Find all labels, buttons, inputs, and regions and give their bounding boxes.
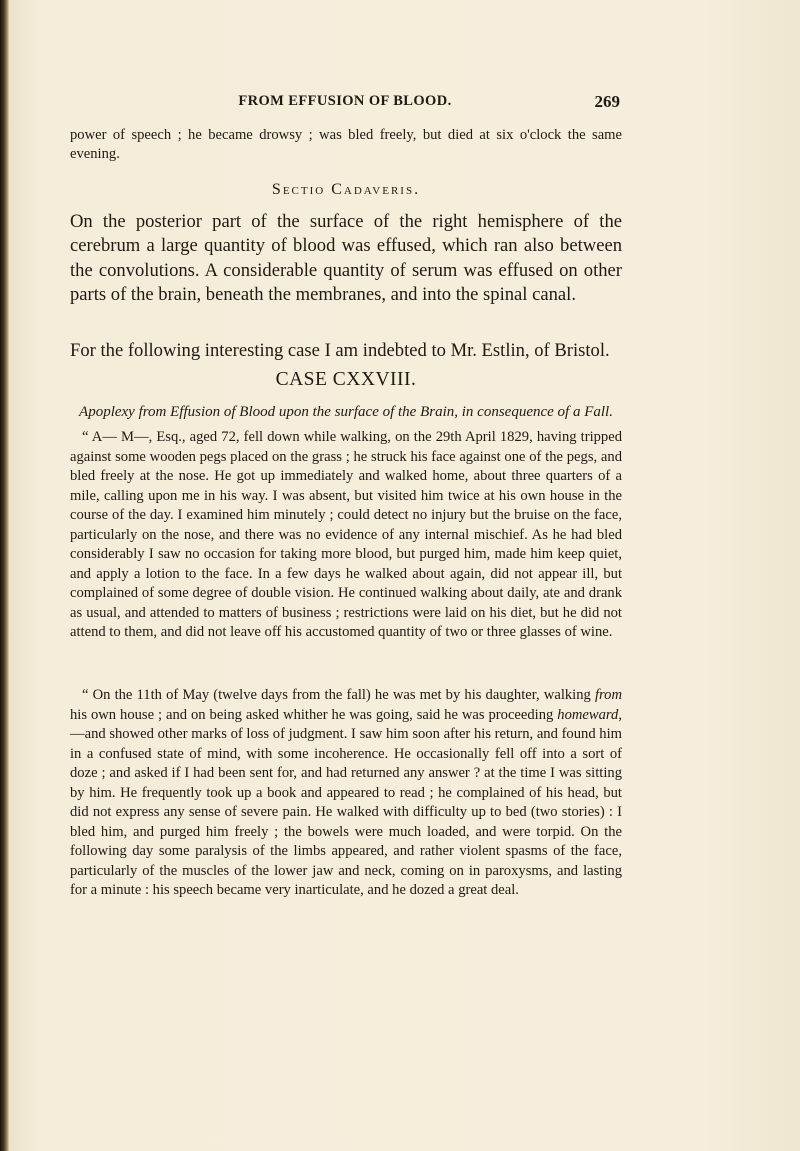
- italic-from: from: [594, 687, 622, 703]
- case-paragraph-1: “ A— M—, Esq., aged 72, fell down while walking, on the 29th April 1829, having tripped against some wooden pegs placed on the grass ; he struck his face against one of the pegs, and bled freely at the nose. He got up immediately and walked home, about three quarters of a mile, calling upon me in his way. I was absent, but visited him twice at his own house in the course of the day. I examined him minutely ; could detect no injury but the bruise on the face, particularly on the nose, and there was no evidence of any internal mischief. As he had bled considerably I saw no occasion for taking more blood, but purged him, made him keep quiet, and apply a lotion to the face. In a few days he walked about again, did not appear ill, but complained of some degree of double vision. He continued walking about daily, ate and drank as usual, and attended to matters of business ; restrictions were laid on his diet, but he did not attend to them, and did not leave off his accustomed quantity of two or three glasses of wine.: [70, 429, 622, 640]
- running-title: FROM EFFUSION OF BLOOD.: [238, 93, 452, 109]
- case-paragraph-2-part-2: his own house ; and on being asked whither he was going, said he was proceeding: [70, 706, 558, 723]
- case-paragraph-2-part-1: “ On the 11th of May (twelve days from the fall) he was met by his daughter, walking: [82, 687, 595, 703]
- section-heading: Sectio Cadaveris.: [271, 181, 421, 198]
- page-number: 269: [594, 92, 620, 111]
- case-paragraph-2: [70, 686, 622, 901]
- case-paragraph-2-part-3: —and showed other marks of loss of judgment. I saw him soon after his return, and found him in a confused state of mind, with some incoherence. He occasionally fell off into a sort of doze ; and asked if I had been sent for, and had returned any answer ? at the time I was sitting by him. He frequently took up a book and appeared to read ; he complained of his head, but did not express any sense of severe pain. He walked with difficulty up to bed (two stories) : I bled him, and purged him freely ; the bowels were much loaded, and were torpid. On the following day some paralysis of the limbs appeared, and rather violent spasms of the face, particularly of the muscles of the lower jaw and neck, coming on in paroxysms, and lasting for a minute : his speech became very inarticulate, and he dozed a great deal.: [70, 726, 622, 898]
- case-subtitle: Apoplexy from Effusion of Blood upon the surface of the Brain, in consequence of a Fall.: [79, 404, 613, 420]
- autopsy-paragraph: On the posterior part of the surface of the right hemisphere of the cerebrum a large quantity of blood was effused, which ran also between the convolutions. A considerable quantity of serum was effused on other parts of the brain, beneath the membranes, and into the spinal canal.: [70, 211, 622, 305]
- paragraph-continuation: power of speech ; he became drowsy ; was bled freely, but died at six o'clock the same evening.: [70, 127, 622, 163]
- case-introduction: For the following interesting case I am indebted to Mr. Estlin, of Bristol.: [70, 340, 610, 361]
- case-title: CASE CXXVIII.: [275, 369, 417, 390]
- page-header: [70, 93, 620, 111]
- book-spine-edge: [0, 0, 9, 1151]
- italic-homeward: homeward,: [557, 706, 622, 723]
